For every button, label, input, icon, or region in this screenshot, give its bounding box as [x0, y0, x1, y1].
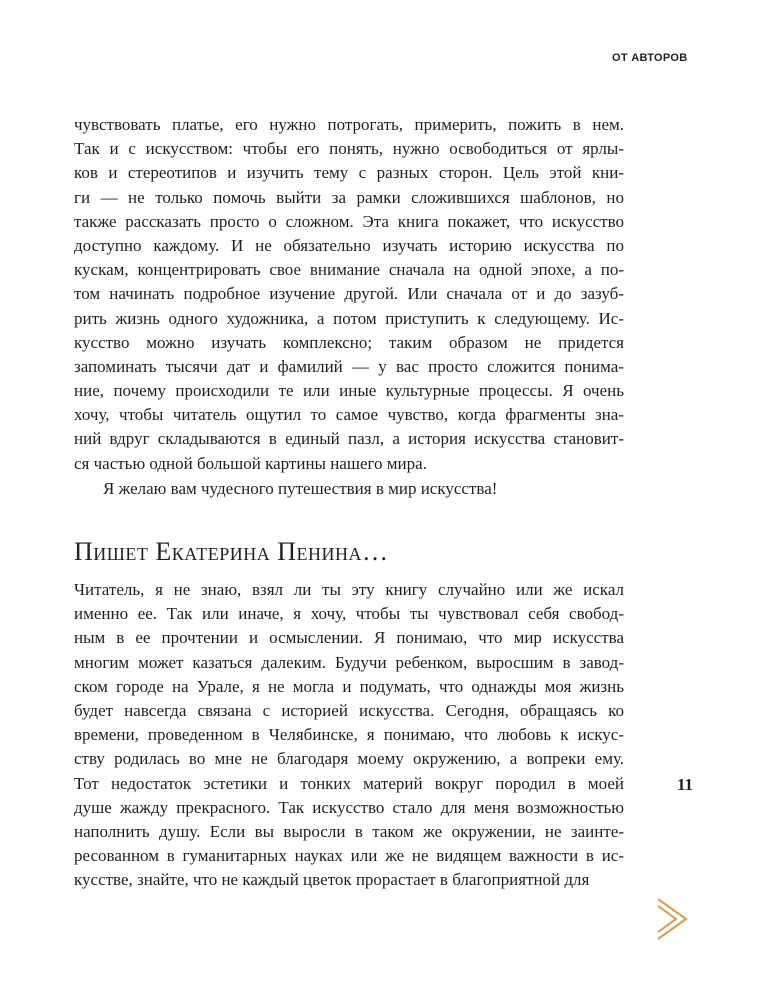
text-line: рить жизнь одного художника, а потом приступить к следующему. Ис-: [74, 308, 624, 328]
text-line: кусстве, знайте, что не каждый цветок прорастает в благоприятной для: [74, 870, 590, 890]
chevron-outer: [658, 899, 686, 939]
text-line: ний вдруг складываются в единый пазл, а история искусства становит-: [74, 429, 624, 449]
text-line: ству родилась во мне не благодаря моему окружению, а вопреки ему.: [74, 749, 624, 769]
text-line: будет навсегда связана с историей искусства. Сегодня, обращаясь ко: [74, 700, 624, 720]
text-line: многим может казаться далеким. Будучи ребенком, выросшим в завод-: [74, 652, 624, 672]
second-paragraph: [74, 578, 624, 892]
wish-line: Я желаю вам чудесного путешествия в мир искусства!: [103, 479, 498, 498]
double-chevron-right-icon: [654, 896, 694, 942]
section-title: Пишет Екатерина Пенина…: [74, 537, 389, 566]
text-line: Читатель, я не знаю, взял ли ты эту книгу случайно или же искал: [74, 580, 624, 599]
text-line: кускам, концентрировать свое внимание сначала на одной эпохе, а по-: [74, 260, 624, 280]
text-line: ресованном в гуманитарных науках или же не видящем важности в ис-: [74, 846, 624, 866]
text-line: ков и стереотипов и изучить тему с разных сторон. Цель этой кни-: [74, 163, 624, 183]
intro-paragraph: [74, 113, 624, 476]
text-line: чувствовать платье, его нужно потрогать, примерить, пожить в нем.: [74, 115, 624, 134]
running-header: ОТ АВТОРОВ: [612, 52, 688, 64]
text-line: именно ее. Так или иначе, я хочу, чтобы ты чувствовал себя свобод-: [74, 604, 624, 624]
text-line: наполнить душу. Если вы выросли в таком же окружении, не заинте-: [74, 821, 624, 841]
text-line: запоминать тысячи дат и фамилий — у вас просто сложится понима-: [74, 356, 624, 376]
text-line: ние, почему происходили те или иные культурные процессы. Я очень: [74, 381, 624, 401]
text-line: ным в ее прочтении и осмыслении. Я понимаю, что мир искусства: [74, 628, 624, 648]
text-line: ги — не только помочь выйти за рамки сложившихся шаблонов, но: [74, 187, 624, 207]
text-line: душе жажду прекрасного. Так искусство стало для меня возможностью: [74, 797, 624, 817]
text-line: Так и с искусством: чтобы его понять, нужно освободиться от ярлы-: [74, 139, 624, 159]
text-line: хочу, чтобы читатель ощутил то самое чувство, когда фрагменты зна-: [74, 405, 624, 425]
text-line: ся частью одной большой картины нашего мира.: [74, 453, 427, 473]
text-line: доступно каждому. И не обязательно изучать историю искусства по: [74, 235, 624, 255]
text-line: ском городе на Урале, я не могла и подумать, что однажды моя жизнь: [74, 676, 624, 696]
text-line: также рассказать просто о сложном. Эта книга покажет, что искусство: [74, 211, 624, 231]
text-line: Тот недостаток эстетики и тонких материй вокруг породил в моей: [74, 773, 624, 793]
text-line: кусство можно изучать комплексно; таким образом не придется: [74, 332, 624, 352]
page-number: 11: [677, 775, 694, 794]
text-line: времени, проведенном в Челябинске, я понимаю, что любовь к искус-: [74, 725, 624, 745]
text-line: том начинать подробное изучение другой. Или сначала от и до зазуб-: [74, 284, 624, 304]
